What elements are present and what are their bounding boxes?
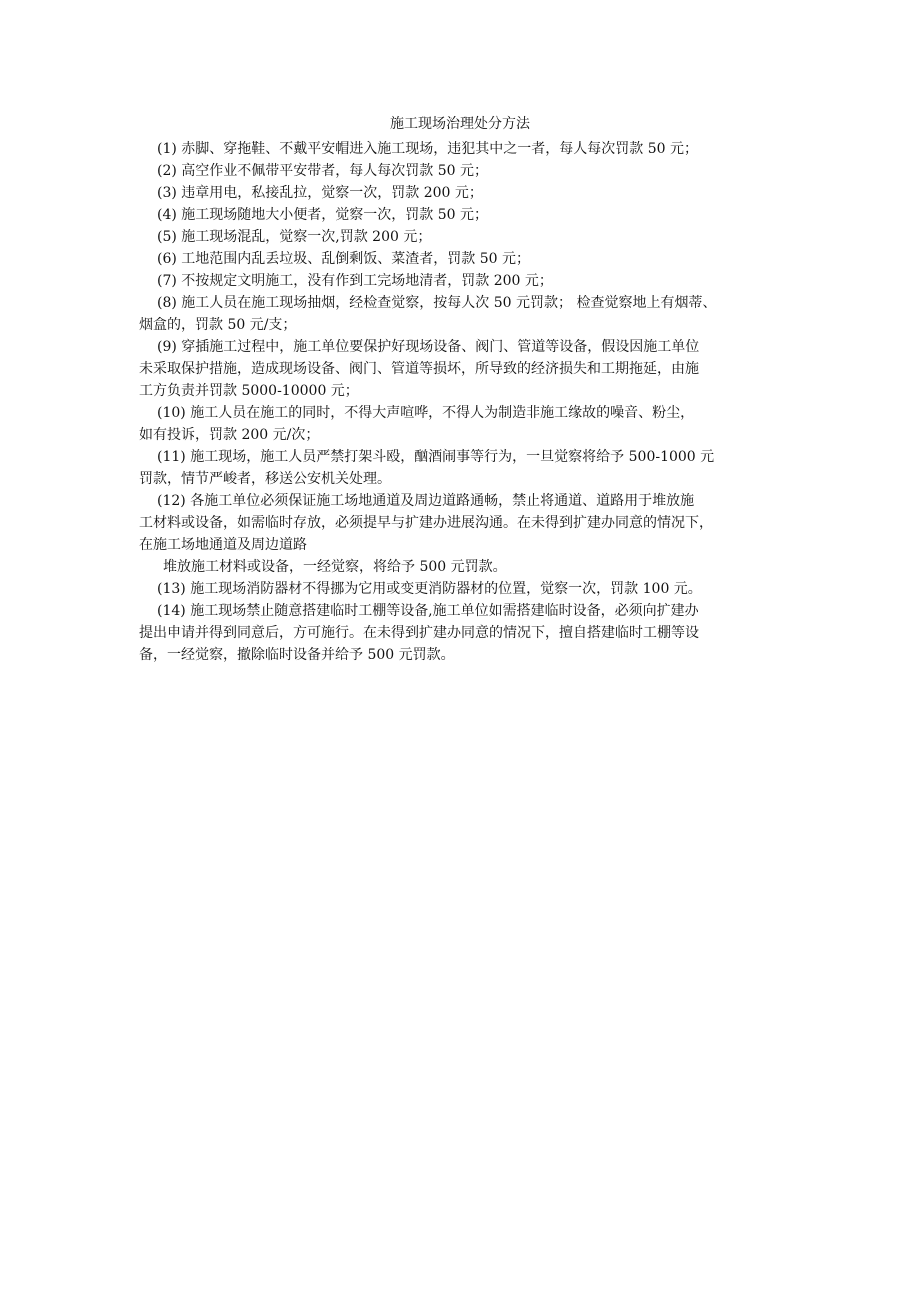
document-body bbox=[139, 138, 799, 666]
list-item bbox=[139, 248, 799, 270]
list-item-line: (3) 违章用电，私接乱拉，觉察一次，罚款 200 元； bbox=[157, 185, 483, 201]
list-item-line: 烟盒的，罚款 50 元/支； bbox=[139, 317, 297, 333]
document-title: 施工现场治理处分方法 bbox=[390, 116, 530, 132]
list-item bbox=[139, 402, 799, 446]
list-item-line: (6) 工地范围内乱丢垃圾、乱倒剩饭、菜渣者，罚款 50 元； bbox=[157, 251, 530, 267]
list-item bbox=[139, 490, 799, 556]
list-item-line: (2) 高空作业不佩带平安带者，每人每次罚款 50 元； bbox=[157, 163, 488, 179]
list-item-line: (13) 施工现场消防器材不得挪为它用或变更消防器材的位置，觉察一次，罚款 100 元。 bbox=[157, 581, 702, 597]
list-item bbox=[139, 182, 799, 204]
list-item-line: (11) 施工现场，施工人员严禁打架斗殴，酗酒闹事等行为，一旦觉察将给予 500-1000 元 bbox=[157, 449, 715, 465]
list-item-line: 工方负责并罚款 5000-10000 元； bbox=[139, 383, 359, 399]
list-item bbox=[139, 204, 799, 226]
list-item-line: 工材料或设备，如需临时存放，必须提早与扩建办进展沟通。在未得到扩建办同意的情况下， bbox=[139, 515, 713, 531]
list-item-line: 未采取保护措施，造成现场设备、阀门、管道等损坏，所导致的经济损失和工期拖延，由施 bbox=[139, 361, 699, 377]
list-item-line: (4) 施工现场随地大小便者，觉察一次，罚款 50 元； bbox=[157, 207, 488, 223]
list-item-line: (12) 各施工单位必须保证施工场地通道及周边道路通畅，禁止将通道、道路用于堆放施 bbox=[157, 493, 695, 509]
list-item bbox=[139, 600, 799, 666]
list-item-line: (7) 不按规定文明施工，没有作到工完场地清者，罚款 200 元； bbox=[157, 273, 553, 289]
list-item-line: (14) 施工现场禁止随意搭建临时工棚等设备,施工单位如需搭建临时设备，必须向扩建办 bbox=[157, 603, 699, 619]
list-item-line: (5) 施工现场混乱，觉察一次,罚款 200 元； bbox=[157, 229, 432, 245]
list-item-line: 堆放施工材料或设备，一经觉察，将给予 500 元罚款。 bbox=[163, 559, 507, 575]
list-item-line: (8) 施工人员在施工现场抽烟，经检查觉察，按每人次 50 元罚款； 检查觉察地上有烟蒂、 bbox=[157, 295, 717, 311]
list-item-line: 在施工场地通道及周边道路 bbox=[139, 537, 307, 553]
list-item bbox=[139, 138, 799, 160]
list-item bbox=[139, 336, 799, 402]
list-item-line: (10) 施工人员在施工的同时，不得大声喧哗，不得人为制造非施工缘故的噪音、粉尘， bbox=[157, 405, 695, 421]
list-item bbox=[139, 556, 799, 578]
list-item bbox=[139, 226, 799, 248]
list-item bbox=[139, 160, 799, 182]
list-item bbox=[139, 446, 799, 490]
list-item bbox=[139, 270, 799, 292]
list-item bbox=[139, 292, 799, 336]
list-item-line: 备，一经觉察，撤除临时设备并给予 500 元罚款。 bbox=[139, 647, 455, 663]
list-item-line: (1) 赤脚、穿拖鞋、不戴平安帽进入施工现场，违犯其中之一者，每人每次罚款 50 元； bbox=[157, 141, 698, 157]
list-item-line: 提出申请并得到同意后，方可施行。在未得到扩建办同意的情况下，擅自搭建临时工棚等设 bbox=[139, 625, 699, 641]
list-item-line: 如有投诉，罚款 200 元/次； bbox=[139, 427, 320, 443]
list-item-line: 罚款，情节严峻者，移送公安机关处理。 bbox=[139, 471, 391, 487]
list-item-line: (9) 穿插施工过程中，施工单位要保护好现场设备、阀门、管道等设备，假设因施工单位 bbox=[157, 339, 700, 355]
list-item bbox=[139, 578, 799, 600]
